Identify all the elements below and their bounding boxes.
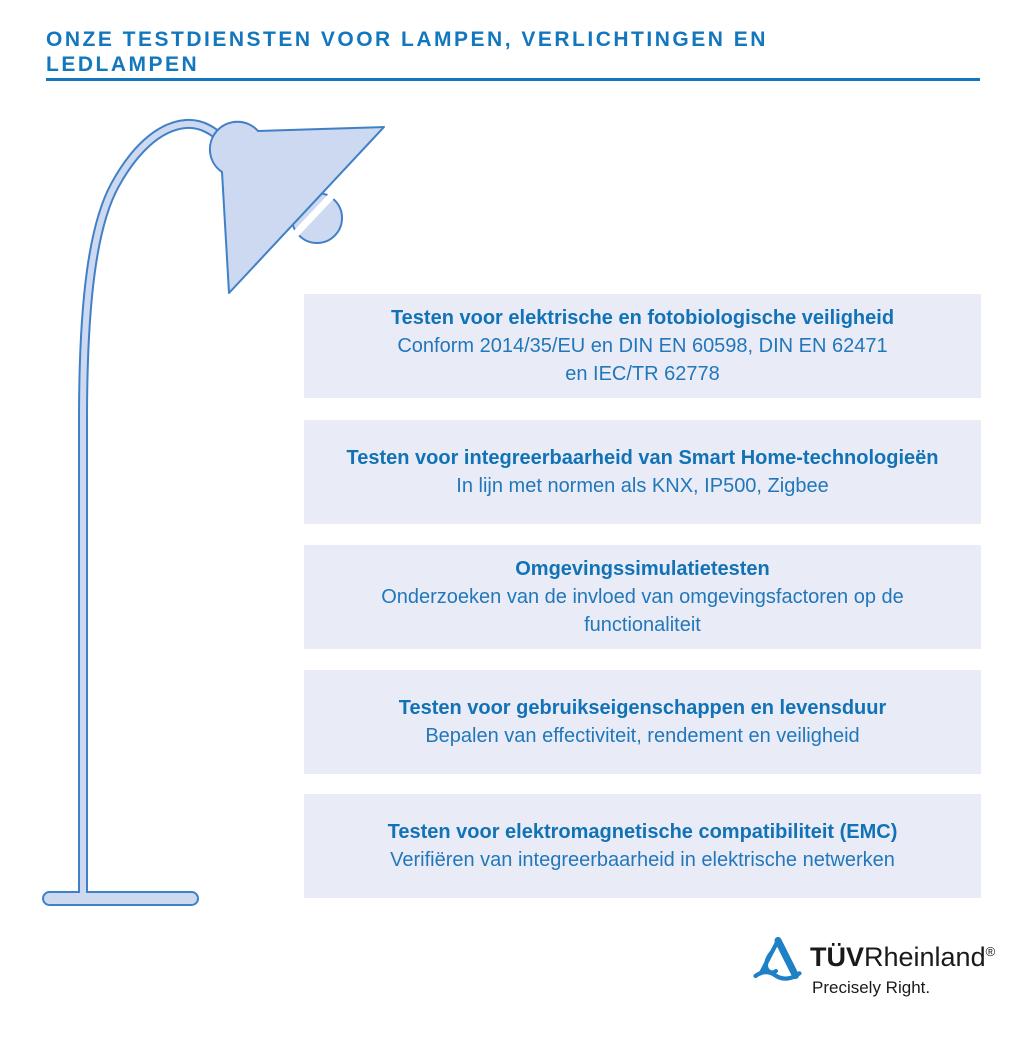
service-heading: Testen voor elektromagnetische compatibiliteit (EMC) (387, 821, 898, 843)
logo-rheinland-text: Rheinland (864, 942, 986, 972)
service-heading: Testen voor elektrische en fotobiologische veiligheid (390, 307, 895, 329)
service-box-usage-lifetime (304, 670, 981, 774)
logo-tagline: Precisely Right. (812, 978, 931, 997)
service-heading: Testen voor integreerbaarheid van Smart Home-technologieën (346, 447, 939, 469)
lamp-pole-fill (83, 124, 225, 897)
lamp-shade (210, 122, 384, 293)
page-title-line2: LEDLAMPEN (46, 53, 200, 76)
service-heading: Omgevingssimulatietesten (515, 558, 770, 580)
service-box-smart-home (304, 420, 981, 524)
service-box-emc (304, 794, 981, 898)
service-body-line: en IEC/TR 62778 (565, 363, 720, 385)
service-body-line: Bepalen van effectiviteit, rendement en veiligheid (425, 725, 860, 747)
lamp-base (43, 892, 198, 905)
lamp-pole (83, 124, 225, 892)
service-body-line: Onderzoeken van de invloed van omgevingsfactoren op de (381, 586, 904, 608)
service-heading: Testen voor gebruikseigenschappen en levensduur (398, 697, 887, 719)
registered-trademark-symbol: ® (985, 944, 996, 959)
tuv-triangle-icon (752, 937, 802, 983)
service-box-electrical-safety (304, 294, 981, 398)
service-box-environment-simulation (304, 545, 981, 649)
service-body-line: functionaliteit (584, 614, 701, 636)
logo-wordmark (810, 942, 995, 973)
logo-tuv-text: TÜV (810, 942, 864, 972)
service-body-line: In lijn met normen als KNX, IP500, Zigbee (456, 475, 829, 497)
service-body-line: Verifiëren van integreerbaarheid in elektrische netwerken (390, 849, 895, 871)
page-title-line1: ONZE TESTDIENSTEN VOOR LAMPEN, VERLICHTINGEN EN (46, 28, 768, 51)
service-body-line: Conform 2014/35/EU en DIN EN 60598, DIN EN 62471 (397, 335, 888, 357)
